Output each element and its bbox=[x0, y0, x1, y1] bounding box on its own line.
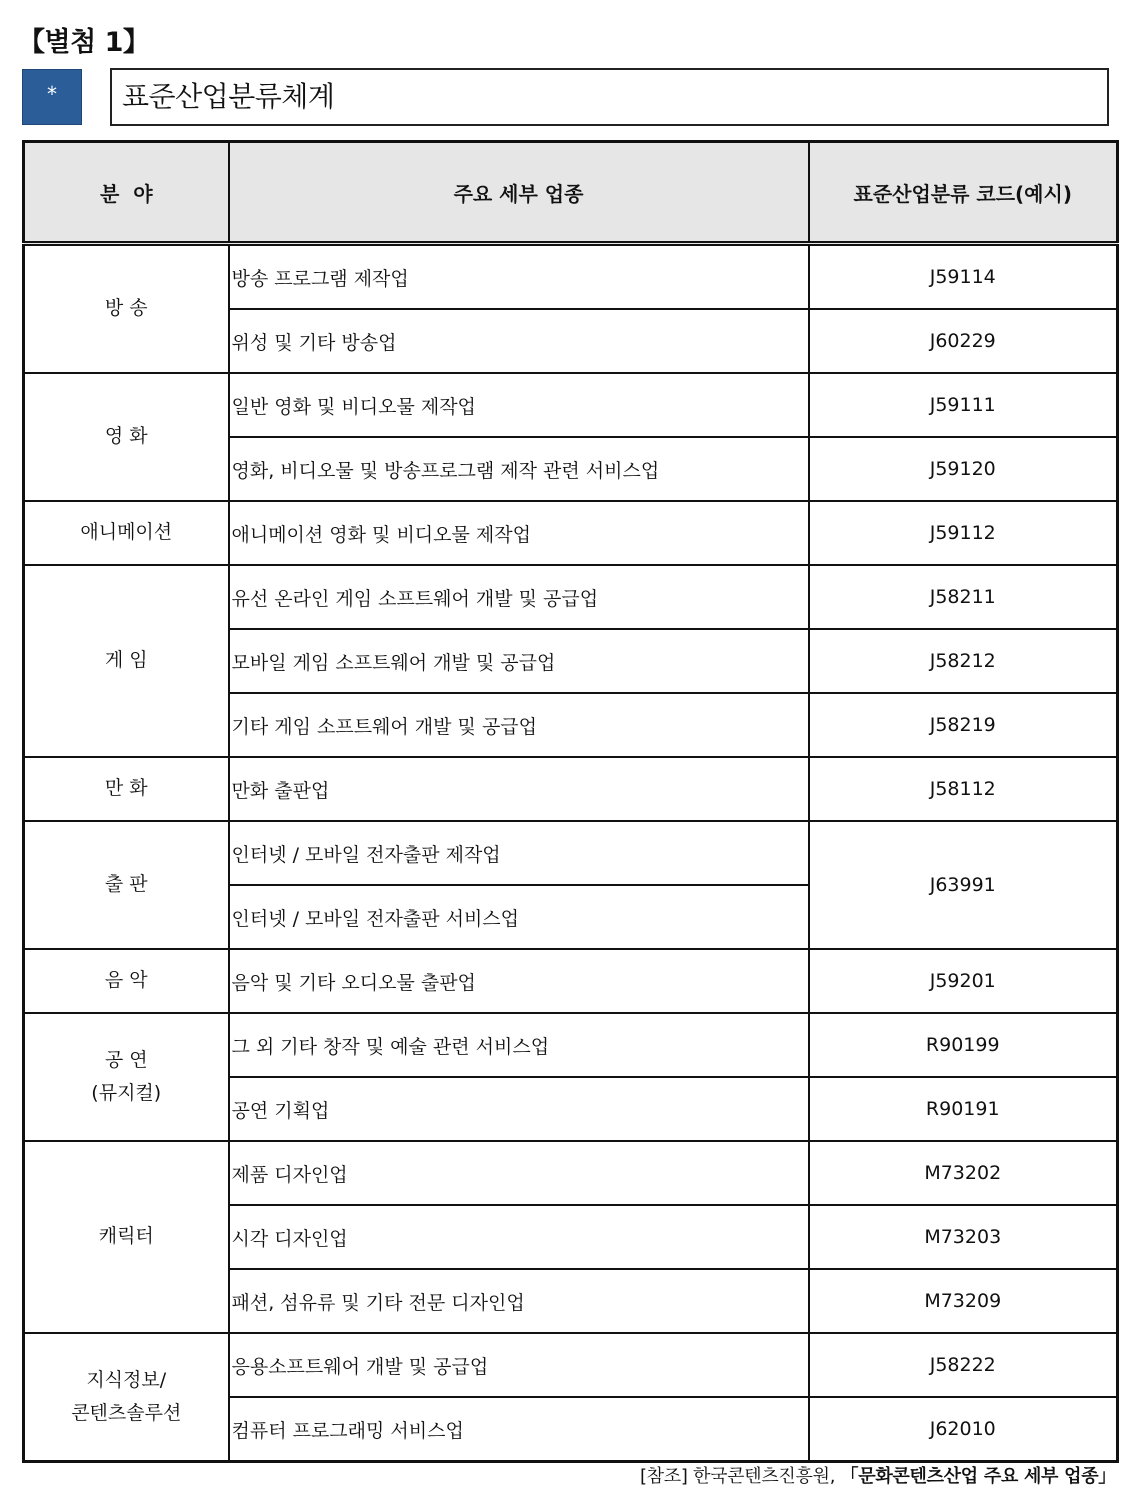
field-cell bbox=[24, 757, 229, 821]
detail-cell: 제품 디자인업 bbox=[229, 1141, 809, 1205]
field-cell bbox=[24, 1333, 229, 1462]
source-title: 「문화콘텐츠산업 주요 세부 업종」 bbox=[840, 1466, 1116, 1487]
source-note bbox=[640, 1462, 1116, 1488]
table-row bbox=[24, 244, 1118, 310]
field-label: 출 판 bbox=[104, 873, 148, 896]
field-cell bbox=[24, 244, 229, 374]
detail-cell: 위성 및 기타 방송업 bbox=[229, 309, 809, 373]
detail-cell: 응용소프트웨어 개발 및 공급업 bbox=[229, 1333, 809, 1397]
code-cell: J59120 bbox=[809, 437, 1118, 501]
detail-cell: 음악 및 기타 오디오물 출판업 bbox=[229, 949, 809, 1013]
field-cell bbox=[24, 565, 229, 757]
detail-cell: 시각 디자인업 bbox=[229, 1205, 809, 1269]
field-cell bbox=[24, 1141, 229, 1333]
detail-cell: 방송 프로그램 제작업 bbox=[229, 244, 809, 310]
code-cell: M73203 bbox=[809, 1205, 1118, 1269]
detail-cell: 기타 게임 소프트웨어 개발 및 공급업 bbox=[229, 693, 809, 757]
detail-cell: 애니메이션 영화 및 비디오물 제작업 bbox=[229, 501, 809, 565]
detail-cell: 패션, 섬유류 및 기타 전문 디자인업 bbox=[229, 1269, 809, 1333]
code-cell: R90199 bbox=[809, 1013, 1118, 1077]
page-title: 표준산업분류체계 bbox=[110, 68, 1109, 126]
annex-label: 【별첨 1】 bbox=[18, 27, 150, 58]
field-label: 공 연 bbox=[104, 1048, 148, 1071]
field-label: 애니메이션 bbox=[80, 521, 173, 544]
field-cell bbox=[24, 1013, 229, 1141]
table-row bbox=[24, 821, 1118, 885]
code-cell: M73202 bbox=[809, 1141, 1118, 1205]
detail-cell: 일반 영화 및 비디오물 제작업 bbox=[229, 373, 809, 437]
code-cell: J58219 bbox=[809, 693, 1118, 757]
field-label: 만 화 bbox=[104, 777, 148, 800]
code-cell: J59114 bbox=[809, 244, 1118, 310]
code-cell: J58212 bbox=[809, 629, 1118, 693]
field-label: 지식정보/ bbox=[86, 1368, 167, 1391]
table-row bbox=[24, 1333, 1118, 1397]
field-label: 콘텐츠솔루션 bbox=[71, 1402, 182, 1424]
detail-cell: 만화 출판업 bbox=[229, 757, 809, 821]
detail-cell: 인터넷 / 모바일 전자출판 서비스업 bbox=[229, 885, 809, 949]
header-field: 분 야 bbox=[24, 142, 229, 244]
table-row bbox=[24, 949, 1118, 1013]
field-cell bbox=[24, 501, 229, 565]
header-code: 표준산업분류 코드(예시) bbox=[809, 142, 1118, 244]
table-row bbox=[24, 757, 1118, 821]
detail-cell: 인터넷 / 모바일 전자출판 제작업 bbox=[229, 821, 809, 885]
detail-cell: 영화, 비디오물 및 방송프로그램 제작 관련 서비스업 bbox=[229, 437, 809, 501]
header-detail: 주요 세부 업종 bbox=[229, 142, 809, 244]
detail-cell: 모바일 게임 소프트웨어 개발 및 공급업 bbox=[229, 629, 809, 693]
field-cell bbox=[24, 821, 229, 949]
field-label: 음 악 bbox=[104, 969, 148, 992]
source-prefix: [참조] 한국콘텐츠진흥원, bbox=[639, 1466, 841, 1487]
detail-cell: 그 외 기타 창작 및 예술 관련 서비스업 bbox=[229, 1013, 809, 1077]
field-label: (뮤지컬) bbox=[91, 1082, 162, 1104]
code-cell: J58222 bbox=[809, 1333, 1118, 1397]
code-cell: J63991 bbox=[809, 821, 1118, 949]
code-cell: J59112 bbox=[809, 501, 1118, 565]
heading-marker: * bbox=[22, 69, 82, 125]
table-row bbox=[24, 501, 1118, 565]
field-label: 영 화 bbox=[104, 425, 148, 448]
field-label: 캐릭터 bbox=[98, 1225, 154, 1248]
code-cell: J59111 bbox=[809, 373, 1118, 437]
code-cell: J62010 bbox=[809, 1397, 1118, 1462]
detail-cell: 컴퓨터 프로그래밍 서비스업 bbox=[229, 1397, 809, 1462]
detail-cell: 공연 기획업 bbox=[229, 1077, 809, 1141]
field-label: 방 송 bbox=[104, 297, 148, 320]
industry-classification-table bbox=[22, 140, 1119, 1463]
field-label: 게 임 bbox=[104, 649, 148, 672]
field-cell bbox=[24, 949, 229, 1013]
code-cell: J59201 bbox=[809, 949, 1118, 1013]
code-cell: M73209 bbox=[809, 1269, 1118, 1333]
code-cell: J58112 bbox=[809, 757, 1118, 821]
table-row bbox=[24, 373, 1118, 437]
table-body bbox=[24, 244, 1118, 1462]
table-row bbox=[24, 1013, 1118, 1077]
code-cell: J58211 bbox=[809, 565, 1118, 629]
code-cell: R90191 bbox=[809, 1077, 1118, 1141]
code-cell: J60229 bbox=[809, 309, 1118, 373]
table-row bbox=[24, 565, 1118, 629]
table-row bbox=[24, 1141, 1118, 1205]
table-header-row bbox=[24, 142, 1118, 244]
detail-cell: 유선 온라인 게임 소프트웨어 개발 및 공급업 bbox=[229, 565, 809, 629]
field-cell bbox=[24, 373, 229, 501]
